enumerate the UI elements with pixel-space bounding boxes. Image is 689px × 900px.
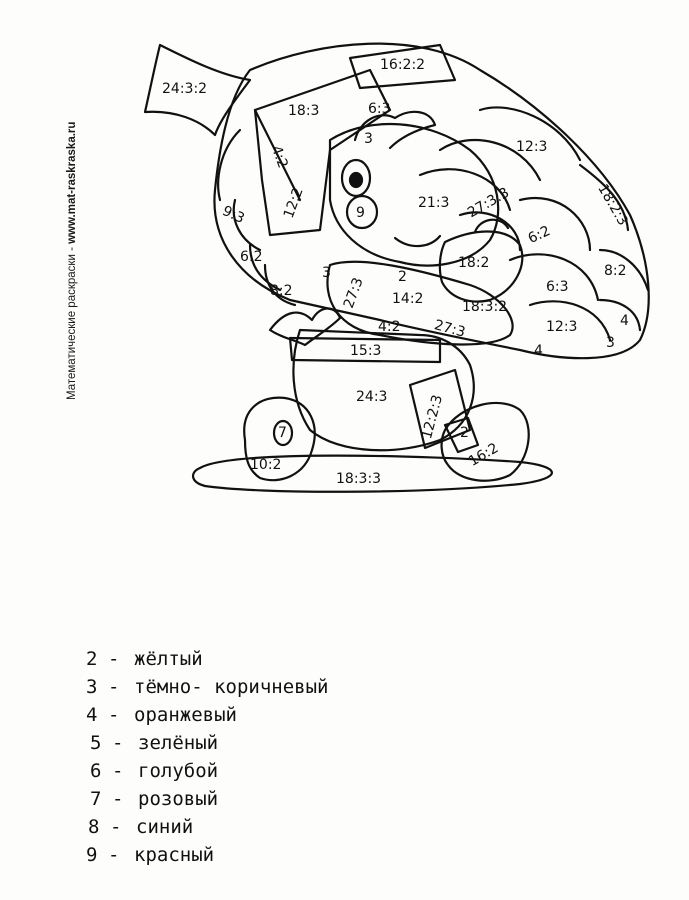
right-foot: [442, 403, 529, 481]
expr-arm-18-3-2: 18:3:2: [462, 299, 508, 315]
expr-cone-6-3: 6:3: [546, 279, 569, 295]
expr-sail: 24:3:2: [162, 81, 208, 97]
expr-arm-27-3: 27:3: [340, 275, 367, 311]
legend-dash: -: [108, 676, 120, 698]
expr-arm-4-2: 4:2: [378, 319, 401, 335]
expr-cone-4-b: 4: [534, 343, 543, 359]
legend-color-name: оранжевый: [134, 704, 237, 726]
legend-number: 5: [90, 732, 102, 754]
expr-arm-27-3-b: 27:3: [432, 317, 467, 341]
legend-dash: -: [112, 732, 124, 754]
expr-cone-8-2-a: 8:2: [604, 263, 627, 279]
legend-number: 2: [86, 648, 98, 670]
legend-color-name: красный: [134, 844, 215, 866]
side-caption-text: Математические раскраски -: [66, 243, 78, 400]
expr-cone-6-2-a: 6:2: [525, 222, 553, 248]
legend-color-name: розовый: [138, 788, 219, 810]
expr-foot-10-2: 10:2: [250, 457, 282, 473]
expr-foot-16-2: 16:2: [466, 440, 502, 470]
expr-cone-21-3: 21:3: [418, 195, 450, 211]
legend-color-name: тёмно- коричневый: [134, 676, 329, 698]
expr-hair-6-3: 6:3: [368, 101, 391, 117]
legend-dash: -: [108, 648, 120, 670]
expr-ground-18-3-3: 18:3:3: [336, 471, 382, 487]
legend-dash: -: [112, 788, 124, 810]
expr-hat-18-3: 18:3: [288, 103, 320, 119]
legend-dash: -: [112, 760, 124, 782]
legend-number: 8: [88, 816, 100, 838]
expr-arm-2: 2: [398, 269, 407, 285]
expr-mitten-18-2: 18:2: [458, 255, 490, 271]
expr-belt-15-3: 15:3: [350, 343, 382, 359]
expr-cone-3: 3: [606, 335, 615, 351]
legend-color-name: голубой: [138, 760, 219, 782]
legend-color-name: синий: [136, 816, 194, 838]
legend-number: 4: [86, 704, 98, 726]
expr-hat-4-2: 4:2: [267, 143, 291, 171]
expr-cone-9-3: 9:3: [219, 202, 247, 228]
expr-cone-12-3-b: 12:3: [546, 319, 578, 335]
legend-color-name: жёлтый: [134, 648, 203, 670]
side-caption: [66, 122, 78, 400]
expr-top: 16:2:2: [380, 57, 426, 73]
legend-number: 6: [90, 760, 102, 782]
expr-cone-12-3: 12:3: [516, 139, 548, 155]
expr-cone-4: 4: [620, 313, 629, 329]
expr-cone-8-2-b: 8:2: [270, 283, 293, 299]
legend-number: 3: [86, 676, 98, 698]
expr-cone-6-2-b: 6:2: [240, 249, 263, 265]
expr-arm-14-2: 14:2: [392, 291, 424, 307]
expr-scarf-12-2-3: 12:2:3: [418, 393, 447, 441]
expr-cone-27-3-3: 27:3:3: [465, 184, 513, 222]
expr-cone-3-left: 3: [322, 265, 331, 281]
legend-dash: -: [110, 816, 122, 838]
expr-body-24-3: 24:3: [356, 389, 388, 405]
legend-dash: -: [108, 844, 120, 866]
hedgehog-head: [330, 124, 498, 266]
expr-foot-7: 7: [278, 425, 287, 441]
side-caption-url: www.mat-raskraska.ru: [66, 121, 78, 244]
legend-dash: -: [108, 704, 120, 726]
expr-hat-12-2: 12:2: [280, 185, 307, 221]
legend-color-name: зелёный: [138, 732, 219, 754]
expr-hair-3: 3: [364, 131, 373, 147]
expr-cone-18-2-3: 18:2:3: [594, 181, 631, 229]
expr-eye-9: 9: [356, 205, 365, 221]
legend-number: 7: [90, 788, 102, 810]
legend-number: 9: [86, 844, 98, 866]
expr-scarf-2: 2: [460, 425, 469, 441]
